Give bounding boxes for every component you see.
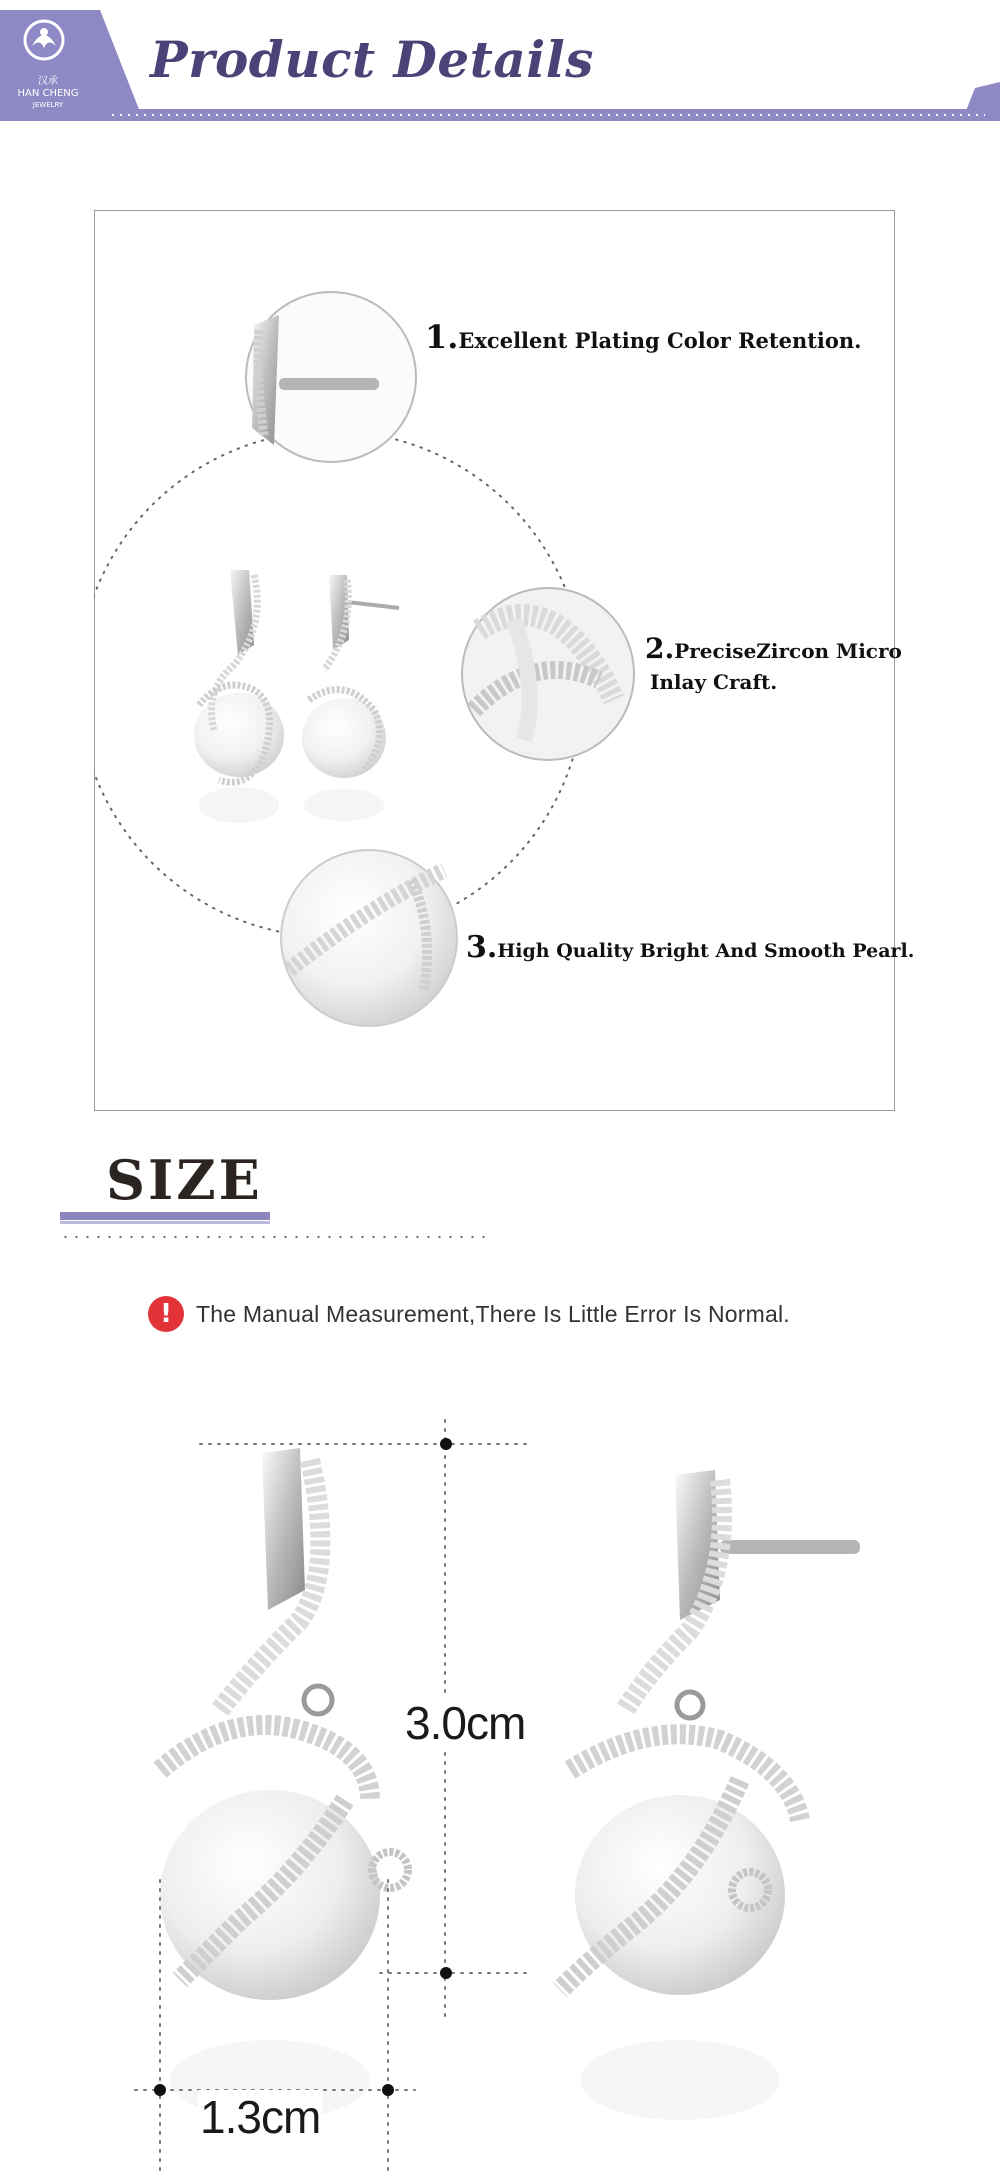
feature-1-number: 1. bbox=[425, 318, 459, 356]
width-right-marker bbox=[382, 2084, 394, 2096]
height-dimension-label: 3.0cm bbox=[405, 1697, 526, 1749]
height-bottom-marker bbox=[440, 1967, 452, 1979]
earring-side-small bbox=[302, 575, 399, 821]
size-divider bbox=[60, 1236, 490, 1238]
size-illustration bbox=[0, 1400, 1000, 2178]
feature-2-line2 bbox=[650, 670, 777, 694]
feature-1 bbox=[425, 318, 861, 356]
feature-2 bbox=[645, 632, 902, 665]
brand-cn: 汉承 bbox=[38, 76, 58, 87]
feature-2-text2: Inlay Craft. bbox=[650, 670, 778, 694]
measurement-note: The Manual Measurement,There Is Little Error Is Normal. bbox=[196, 1301, 790, 1327]
pearl-detail bbox=[281, 850, 457, 1026]
warning-icon: ! bbox=[148, 1296, 184, 1332]
size-heading: SIZE bbox=[106, 1148, 263, 1212]
feature-3-text: High Quality Bright And Smooth Pearl. bbox=[497, 940, 915, 962]
stud-pin-detail bbox=[246, 292, 416, 462]
feature-2-text: PreciseZircon Micro bbox=[674, 639, 902, 663]
earring-front-large bbox=[160, 1448, 408, 2120]
earring-side-large bbox=[560, 1470, 860, 2120]
size-underline-thin bbox=[60, 1221, 270, 1224]
brand-name: HAN CHENG bbox=[17, 88, 79, 99]
page-title: Product Details bbox=[150, 30, 594, 89]
earring-front-small bbox=[194, 570, 284, 823]
feature-2-number: 2. bbox=[645, 632, 675, 665]
feature-3-number: 3. bbox=[466, 930, 498, 965]
brand-logo-icon bbox=[18, 18, 70, 64]
width-left-marker bbox=[154, 2084, 166, 2096]
width-dimension-label: 1.3cm bbox=[200, 2091, 321, 2143]
height-top-marker bbox=[440, 1438, 452, 1450]
brand-sub: JEWELRY bbox=[32, 101, 64, 109]
zircon-detail bbox=[462, 588, 634, 760]
feature-1-text: Excellent Plating Color Retention. bbox=[458, 328, 862, 353]
size-underline bbox=[60, 1212, 270, 1220]
feature-3 bbox=[466, 930, 914, 965]
